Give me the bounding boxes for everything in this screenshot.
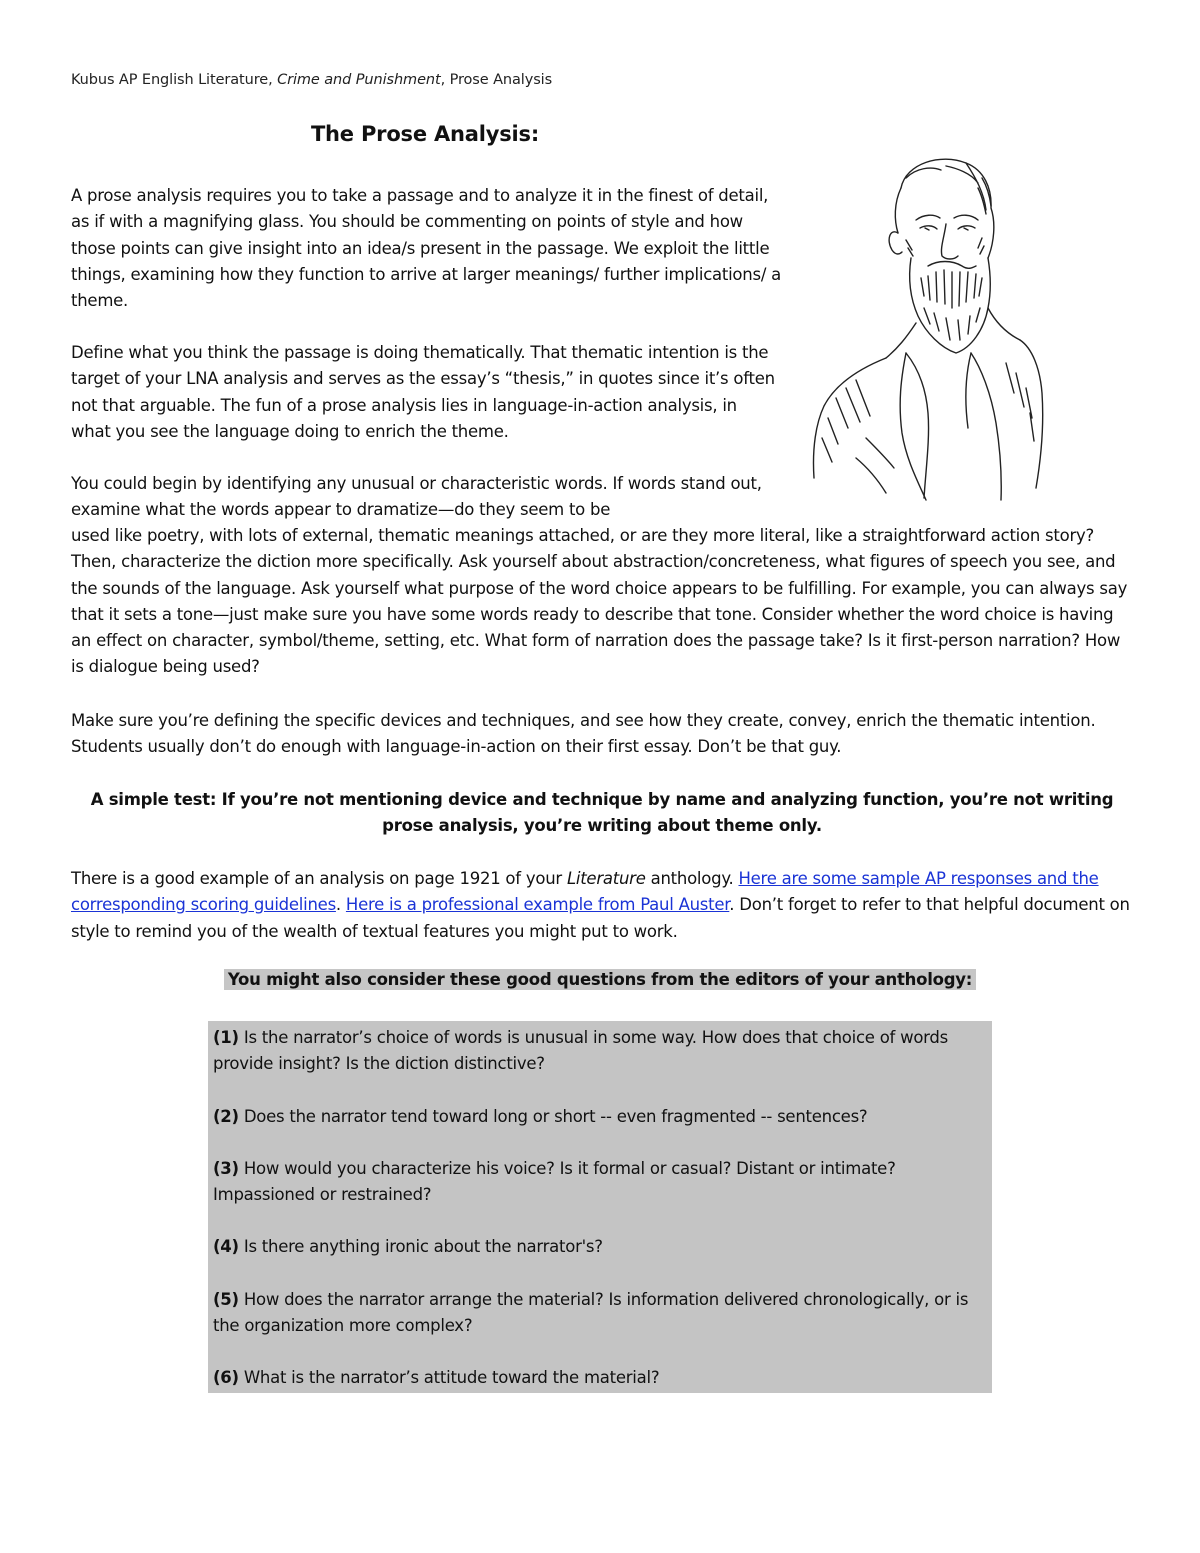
question-text: What is the narrator’s attitude toward the material? [238, 1368, 660, 1388]
question-number: (1) [213, 1028, 239, 1047]
question-item [213, 1025, 986, 1078]
example-text-3: . [335, 895, 346, 915]
question-number: (4) [213, 1237, 239, 1257]
header-prefix: Kubus AP English Literature, [71, 72, 278, 88]
question-item [213, 1156, 986, 1209]
question-text: Is there anything ironic about the narrator's? [238, 1237, 603, 1257]
example-text-4: . Don’t forget to refer to that helpful document on style to remind you of the wealth of textual features you might put to work. [71, 895, 1130, 941]
question-item [213, 1104, 986, 1130]
example-text-1: There is a good example of an analysis on page 1921 of your [71, 869, 567, 888]
header-book-title: Crime and Punishment [277, 72, 441, 88]
question-number: (6) [213, 1368, 239, 1388]
question-item [213, 1234, 986, 1260]
page-title: The Prose Analysis: [310, 122, 540, 146]
paragraph-thematic: Define what you think the passage is doing thematically. That thematic intention is the target of your LNA analysis and serves as the essay’s “thesis,” in quotes since it’s often not that arguable. The fun of a prose analysis lies in language-in-action analysis, in what you see the language doing to enrich the theme. [71, 343, 775, 441]
paragraph-example [71, 866, 1133, 945]
questions-heading-text: You might also consider these good questions from the editors of your anthology: [224, 969, 976, 990]
simple-test-statement: A simple test: If you’re not mentioning device and technique by name and analyzing function, you’re not writing prose analysis, you’re writing about theme only. [90, 790, 1114, 836]
anthology-title: Literature [566, 869, 646, 888]
questions-box [208, 1021, 992, 1393]
question-text: How does the narrator arrange the material? Is information delivered chronologically, or is the organization more complex? [213, 1289, 969, 1336]
example-text-2: anthology. [645, 869, 739, 888]
question-number: (2) [213, 1106, 239, 1126]
question-text: Is the narrator’s choice of words is unusual in some way. How does that choice of words provide insight? Is the diction distinctive? [213, 1028, 949, 1074]
questions-heading [0, 970, 1200, 989]
question-text: How would you characterize his voice? Is it formal or casual? Distant or intimate? Impassioned or restrained? [213, 1158, 896, 1205]
question-number: (5) [213, 1289, 239, 1309]
paragraph-diction-start: You could begin by identifying any unusual or characteristic words. If words stand out, examine what the words appear to dramatize—do they seem to be [71, 474, 762, 520]
sample-ap-responses-link[interactable]: Here are some sample AP responses and the corresponding scoring guidelines [71, 869, 1099, 915]
paragraph-devices: Make sure you’re defining the specific devices and techniques, and see how they create, convey, enrich the thematic intention. Students usually don’t do enough with language-in-action on their first essay. Don’t be that guy. [71, 711, 1096, 757]
question-item [213, 1287, 986, 1340]
question-number: (3) [213, 1158, 239, 1178]
paragraph-diction-continued: used like poetry, with lots of external, thematic meanings attached, or are they more literal, like a straightforward action story? Then, characterize the diction more specifically. Ask yourself about abstraction/concreteness, what figures of speech you see, and the sounds of the language. Ask yourself what purpose of the word choice appears to be fulfilling. For example, you can always say that it sets a tone—just make sure you have some words ready to describe that tone. Consider whether the word choice is having an effect on character, symbol/theme, setting, etc. What form of narration does the passage take? Is it first-person narration? How is dialogue being used? [71, 526, 1128, 677]
author-portrait-sketch [806, 148, 1046, 503]
running-header [71, 72, 552, 88]
question-item [213, 1365, 986, 1391]
paul-auster-example-link[interactable]: Here is a professional example from Paul Auster [345, 895, 730, 915]
question-text: Does the narrator tend toward long or short -- even fragmented -- sentences? [238, 1106, 868, 1126]
paragraph-intro: A prose analysis requires you to take a passage and to analyze it in the finest of detail, as if with a magnifying glass. You should be commenting on points of style and how those points can give insight into an idea/s present in the passage. We exploit the little things, examining how they function to arrive at larger meanings/ further implications/ a theme. [71, 186, 781, 311]
header-suffix: , Prose Analysis [440, 72, 553, 88]
